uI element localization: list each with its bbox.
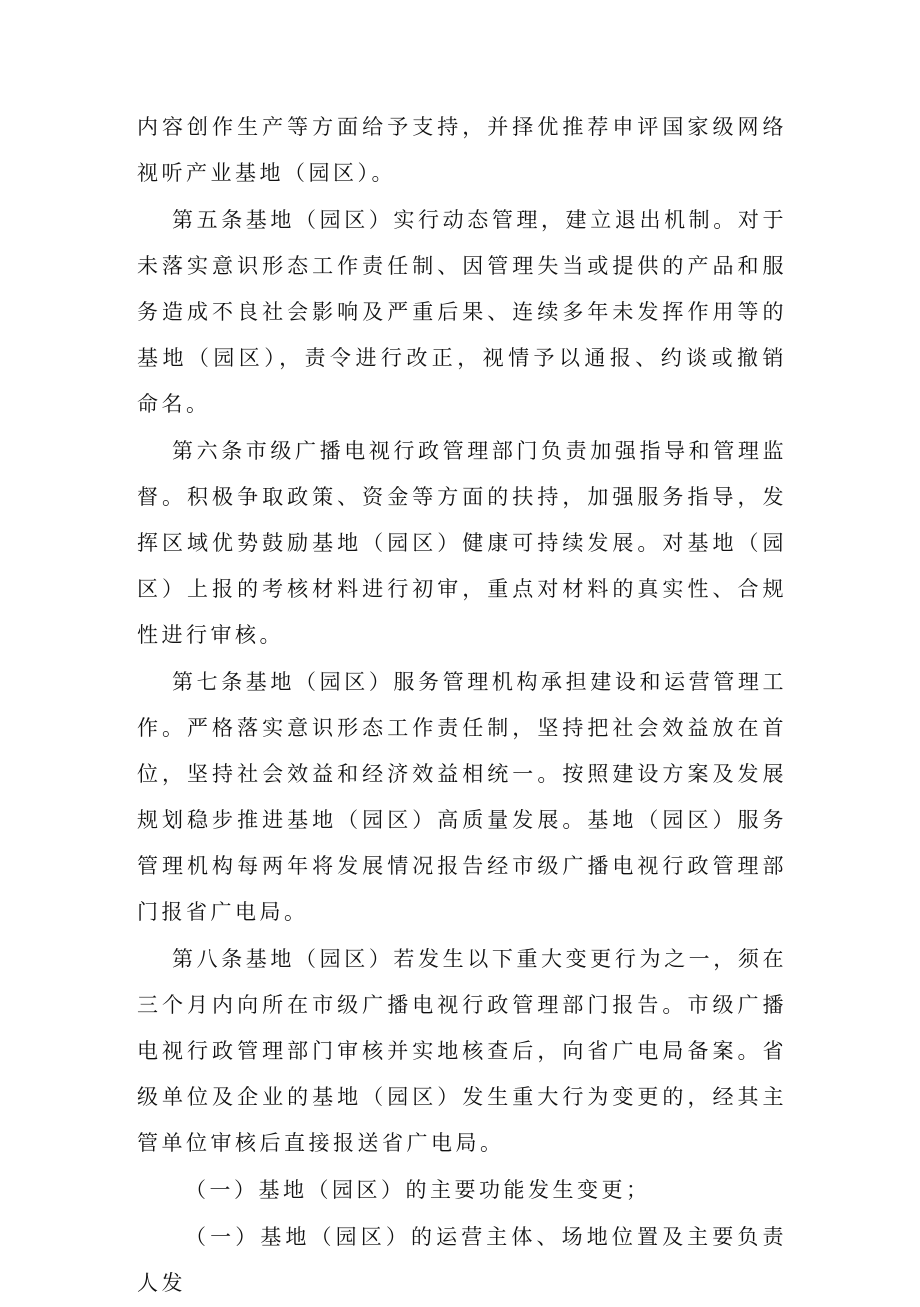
paragraph-article-8: 第八条基地（园区）若发生以下重大变更行为之一，须在三个月内向所在市级广播电视行政管理部门报告。市级广播电视行政管理部门审核并实地核查后，向省广电局备案。省级单位及企业的基地（园区）发生重大行为变更的，经其主管单位审核后直接报送省广电局。 (137, 947, 787, 1155)
paragraph-continuation: 内容创作生产等方面给予支持，并择优推荐申评国家级网络视听产业基地（园区）。 (137, 115, 787, 185)
list-item-1: （一）基地（园区）的主要功能发生变更； (185, 1178, 651, 1202)
list-item-2: （一）基地（园区）的运营主体、场地位置及主要负责人发 (137, 1225, 787, 1295)
paragraph-article-6: 第六条市级广播电视行政管理部门负责加强指导和管理监督。积极争取政策、资金等方面的扶持，加强服务指导，发挥区域优势鼓励基地（园区）健康可持续发展。对基地（园区）上报的考核材料进行初审，重点对材料的真实性、合规性进行审核。 (137, 439, 787, 647)
paragraph-article-5: 第五条基地（园区）实行动态管理，建立退出机制。对于未落实意识形态工作责任制、因管理失当或提供的产品和服务造成不良社会影响及严重后果、连续多年未发挥作用等的基地（园区），责令进行改正，视情予以通报、约谈或撤销命名。 (137, 208, 787, 416)
paragraph-article-7: 第七条基地（园区）服务管理机构承担建设和运营管理工作。严格落实意识形态工作责任制，坚持把社会效益放在首位，坚持社会效益和经济效益相统一。按照建设方案及发展规划稳步推进基地（园区）高质量发展。基地（园区）服务管理机构每两年将发展情况报告经市级广播电视行政管理部门报省广电局。 (137, 670, 787, 924)
document-body (137, 104, 787, 1307)
